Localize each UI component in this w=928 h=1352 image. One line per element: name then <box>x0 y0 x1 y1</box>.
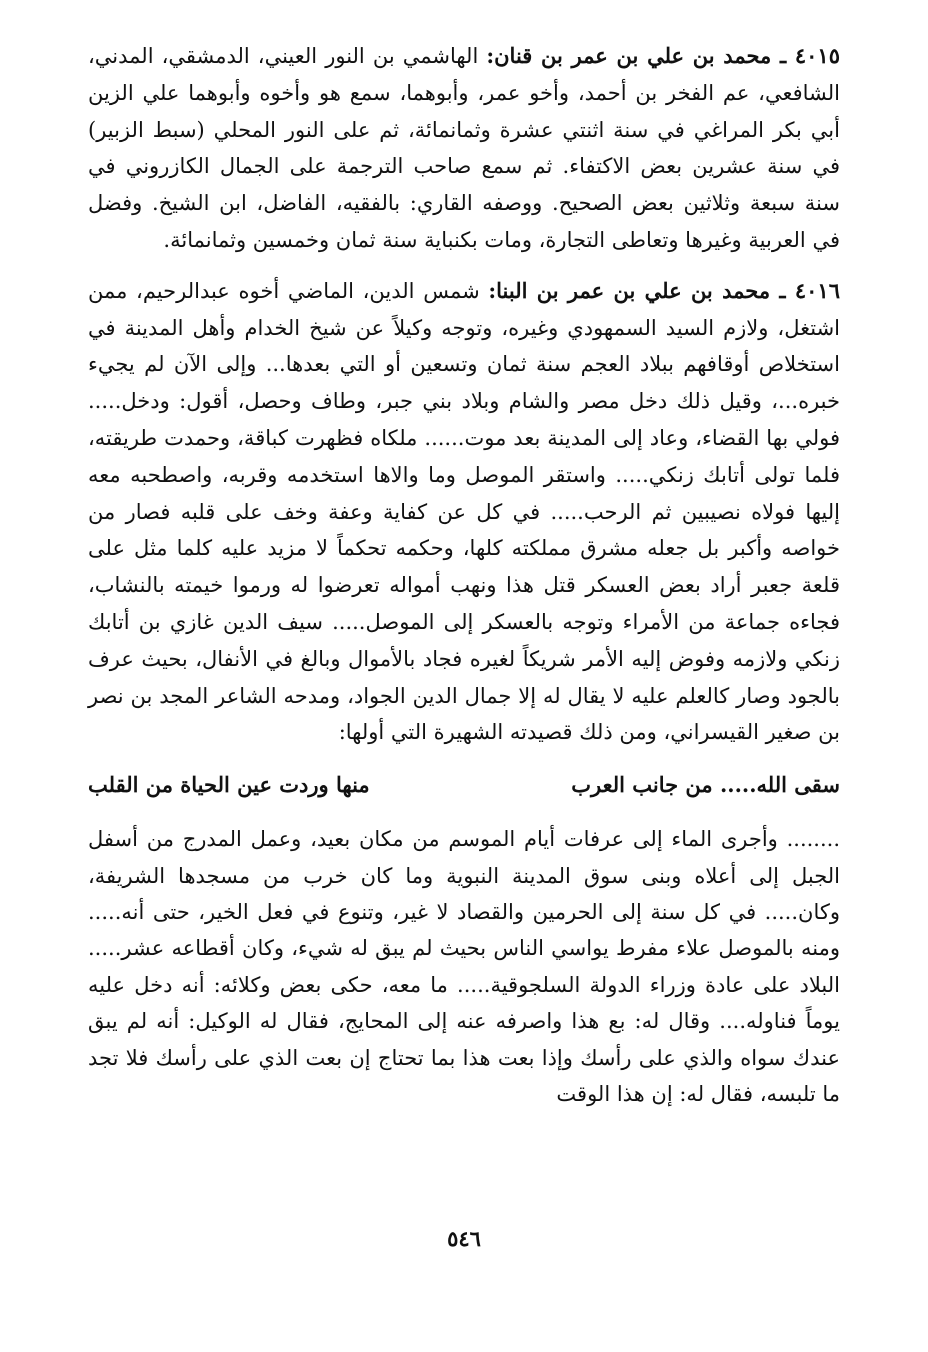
poem-verse <box>88 765 840 805</box>
entry-body: شمس الدين، الماضي أخوه عبدالرحيم، ممن اشتغل، ولازم السيد السمهودي وغيره، وتوجه وكيلاً عن شيخ الخدام وأهل المدينة في استخلاص أوقافهم ببلاد العجم سنة ثمان وتسعين أو التي بعدها... وإلى الآن لم يجيء خبره...، وقيل ذلك دخل مصر والشام وبلاد بني جبر، وطاف وحصل، أقول: ودخل..... فولي بها القضاء، وعاد إلى المدينة بعد موت...... ملكاه فظهرت كباقة، وحمدت طريقته، فلما تولى أتابك زنكي..... واستقر الموصل وما والاها استخدمه وقربه، واصطحبه معه إليها فولاه نصيبين ثم الرحب..... في كل عن كفاية وعفة وخف على قلبه فصار من خواصه وأكبر بل جعله مشرق مملكته كلها، وحكمه تحكماً لا مزيد عليه كلما مثل على قلعة جعبر أراد بعض العسكر قتل هذا ونهب أمواله تعرضوا له ورموا خيمته بالنشاب، فجاءه جماعة من الأمراء وتوجه بالعسكر إلى الموصل..... سيف الدين غازي بن أتابك زنكي ولازمه وفوض إليه الأمر شريكاً لغيره فجاد بالأموال وبالغ في الأنفال، بحيث عرف بالجود وصار كالعلم عليه لا يقال له إلا جمال الدين الجواد، ومدحه الشاعر المجد بن نصر بن صغير القيسراني، ومن ذلك قصيدته الشهيرة التي أولها: <box>88 278 840 745</box>
entry-heading: ٤٠١٥ ـ محمد بن علي بن عمر بن قنان: <box>486 43 840 68</box>
entry-4016 <box>88 273 840 751</box>
entry-name: محمد بن علي بن عمر بن قنان: <box>486 43 772 68</box>
verse-first-hemistich: سقى الله..... من جانب العرب <box>571 772 840 798</box>
entry-body: الهاشمي بن النور العيني، الدمشقي، المدني، الشافعي، عم الفخر بن أحمد، وأخو عمر، وأبوهما، سمع هو وأخوه وأبوهما علي الزين أبي بكر المراغي في سنة اثنتي عشرة وثمانمائة، ثم على النور المحلي (سبط الزبير) في سنة عشرين بعض الاكتفاء. ثم سمع صاحب الترجمة على الجمال الكازروني في سنة سبعة وثلاثين بعض الصحيح. ووصفه القاري: بالفقيه، الفاضل، ابن الشيخ. وفضل في العربية وغيرها وتعاطى التجارة، ومات بكنباية سنة ثمان وخمسين وثمانمائة. <box>88 44 840 252</box>
verse-second-hemistich: منها وردت عين الحياة من القلب <box>88 772 370 798</box>
continuation-block <box>88 821 840 1112</box>
page-number: ٥٤٦ <box>447 1226 481 1251</box>
entry-4015 <box>88 38 840 259</box>
entry-heading: ٤٠١٦ ـ محمد بن علي بن عمر بن البنا: <box>488 277 840 303</box>
entry-number: ٤٠١٦ <box>794 277 840 303</box>
entry-name: محمد بن علي بن عمر بن البنا: <box>488 277 771 303</box>
entry-number: ٤٠١٥ <box>794 43 840 68</box>
document-page <box>88 38 840 1112</box>
entry-paragraph <box>88 38 840 259</box>
continuation-paragraph: ........ وأجرى الماء إلى عرفات أيام الموسم من مكان بعيد، وعمل المدرج من أسفل الجبل إلى أعلاه وبنى سوق المدينة النبوية وما كان خرب من مسجدها الشريفة، وكان..... في كل سنة إلى الحرمين والقصاد لا غير، وتنوع في فعل الخير، حتى أنه..... ومنه بالموصل علاء مفرط يواسي الناس بحيث لم يبق له شيء، وكان أقطاعه عشر..... البلاد على عادة وزراء الدولة السلجوقية..... ما معه، حكى بعض وكلائه: أنه دخل عليه يوماً فناوله.... وقال له: بع هذا واصرفه عنه إلى المحايج، فقال له الوكيل: أنه لم يبق عندك سواه والذي على رأسك وإذا بعت هذا بما تحتاج إن بعت الذي على رأسك فلا تجد ما تلبسه، فقال له: إن هذا الوقت <box>88 827 840 1106</box>
entry-paragraph <box>88 273 840 751</box>
